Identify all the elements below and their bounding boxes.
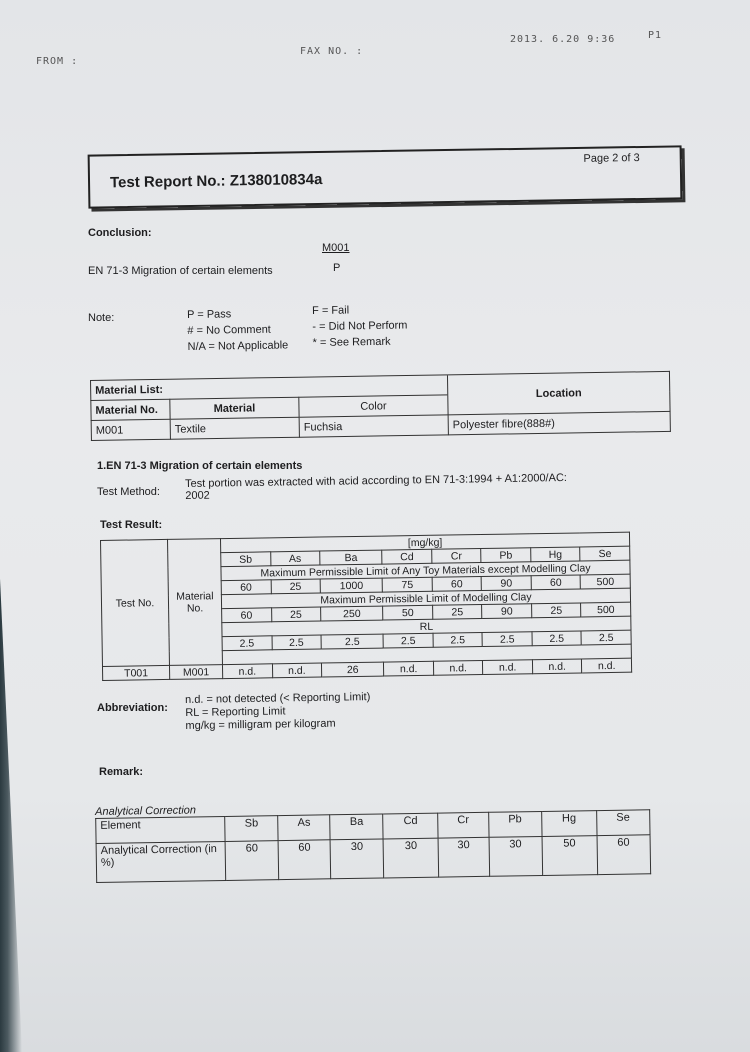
limit-cell: 500 <box>580 574 630 589</box>
col-material-no: Material No. <box>167 539 222 666</box>
analytical-correction-table <box>95 797 651 883</box>
test-result-table <box>100 532 632 681</box>
conclusion-test-name: EN 71-3 Migration of certain elements <box>88 265 273 277</box>
analytical-value-cell: 30 <box>384 838 439 878</box>
limit-toy-label: Maximum Permissible Limit of Any Toy Materials except Modelling Clay <box>221 560 630 580</box>
analytical-value-cell: 60 <box>225 841 279 881</box>
fax-page-mark: P1 <box>648 30 663 41</box>
rl-cell: 2.5 <box>433 633 483 648</box>
result-cell: n.d. <box>532 659 582 674</box>
analytical-value-cell: 60 <box>597 835 651 875</box>
material-cell-no: M001 <box>91 419 170 440</box>
col-test-no: Test No. <box>101 539 170 666</box>
analytical-value-cell: 60 <box>278 840 330 880</box>
material-col-color: Color <box>299 395 448 417</box>
analytical-element-label: Element <box>96 816 225 843</box>
abbreviation-nd: n.d. = not detected (< Reporting Limit) <box>185 691 371 706</box>
result-cell: n.d. <box>272 663 322 678</box>
limit-cell: 25 <box>271 579 321 594</box>
analytical-value-cell: 30 <box>489 836 543 876</box>
test-method-label: Test Method: <box>97 486 160 498</box>
material-col-no: Material No. <box>91 399 170 420</box>
note-no-comment: # = No Comment <box>187 323 271 337</box>
element-cell: Se <box>596 810 650 836</box>
analytical-value-cell: 30 <box>330 839 384 879</box>
fax-number-label: FAX NO. : <box>300 46 364 57</box>
element-cell: Sb <box>225 816 279 842</box>
note-legend-left <box>187 305 288 355</box>
rl-cell: 2.5 <box>532 631 582 646</box>
section-title: 1.EN 71-3 Migration of certain elements <box>97 460 303 472</box>
material-col-location: Location <box>447 371 670 414</box>
element-cell: Sb <box>221 552 271 567</box>
analytical-value-cell: 30 <box>438 837 489 877</box>
fax-from: FROM : <box>36 56 79 67</box>
test-result-heading: Test Result: <box>100 519 163 531</box>
element-cell: Ba <box>320 550 383 565</box>
material-list <box>90 371 671 441</box>
element-cell: Ba <box>330 814 384 840</box>
element-cell: Cr <box>438 812 489 838</box>
result-material-no: M001 <box>169 665 222 680</box>
result-test-no: T001 <box>102 665 169 680</box>
element-cell: As <box>270 551 320 566</box>
rl-cell: 2.5 <box>482 632 532 647</box>
element-cell: Pb <box>481 548 531 563</box>
abbreviation-label: Abbreviation: <box>97 702 168 714</box>
material-table <box>90 371 671 441</box>
analytical-value-row <box>96 835 651 883</box>
page-indicator: Page 2 of 3 <box>583 151 640 165</box>
limit-cell: 25 <box>271 607 321 622</box>
note-label: Note: <box>88 312 115 324</box>
material-cell-color: Fuchsia <box>299 415 448 437</box>
report-number: Test Report No.: Z138010834a <box>109 170 323 192</box>
material-col-material: Material <box>170 397 299 419</box>
abbreviation-rl: RL = Reporting Limit <box>185 705 286 719</box>
note-see-remark: * = See Remark <box>312 335 391 349</box>
rl-cell: 2.5 <box>321 634 384 649</box>
abbreviation-mgkg: mg/kg = milligram per kilogram <box>185 717 336 732</box>
analytical-caption: Analytical Correction <box>95 804 197 818</box>
result-cell: n.d. <box>582 658 632 673</box>
result-cell: n.d. <box>222 664 272 679</box>
test-method-line2: 2002 <box>185 489 210 502</box>
conclusion-heading: Conclusion: <box>88 227 152 239</box>
material-cell-material: Textile <box>170 417 299 439</box>
remark-heading: Remark: <box>99 766 144 778</box>
element-cell: Cd <box>382 549 432 564</box>
note-pass: P = Pass <box>187 308 232 321</box>
limit-cell: 90 <box>482 604 532 619</box>
element-cell: As <box>278 815 330 841</box>
conclusion-material-id: M001 <box>322 242 350 254</box>
limit-cell: 50 <box>383 605 433 620</box>
note-not-applicable: N/A = Not Applicable <box>187 339 289 353</box>
limit-cell: 1000 <box>320 578 383 593</box>
result-cell: n.d. <box>433 661 483 676</box>
unit-label: [mg/kg] <box>220 532 629 552</box>
element-cell: Hg <box>531 547 581 562</box>
limit-cell: 60 <box>432 577 482 592</box>
material-list-heading: Material List: <box>91 375 448 401</box>
note-fail: F = Fail <box>312 304 350 317</box>
report-header-box <box>88 145 683 208</box>
element-cell: Cd <box>383 813 438 839</box>
rl-cell: 2.5 <box>272 635 322 650</box>
limit-cell: 60 <box>531 575 581 590</box>
note-legend-right <box>312 302 408 351</box>
material-cell-location: Polyester fibre(888#) <box>448 411 670 434</box>
result-cell: 26 <box>321 662 384 677</box>
rl-cell: 2.5 <box>383 633 433 648</box>
result-cell: n.d. <box>483 660 533 675</box>
abbreviation-list <box>185 691 371 733</box>
limit-cell: 25 <box>432 605 482 620</box>
note-did-not-perform: - = Did Not Perform <box>312 319 408 333</box>
analytical-value-cell: 50 <box>542 836 597 876</box>
limit-cell: 60 <box>222 608 272 623</box>
test-method-line1: Test portion was extracted with acid according to EN 71-3:1994 + A1:2000/AC: <box>185 472 568 490</box>
rl-cell: 2.5 <box>581 630 631 645</box>
limit-cell: 25 <box>531 603 581 618</box>
element-cell: Cr <box>432 549 482 564</box>
rl-label: RL <box>222 616 631 636</box>
fax-datetime: 2013. 6.20 9:36 <box>510 34 616 45</box>
element-cell: Pb <box>488 811 542 837</box>
limit-clay-label: Maximum Permissible Limit of Modelling Clay <box>221 588 630 608</box>
result-cell: n.d. <box>384 661 434 676</box>
analytical-value-label: Analytical Correction (in %) <box>96 841 226 882</box>
limit-cell: 250 <box>321 606 384 621</box>
conclusion-result: P <box>333 262 341 274</box>
limit-cell: 75 <box>382 577 432 592</box>
element-cell: Hg <box>542 811 597 837</box>
limit-cell: 500 <box>581 602 631 617</box>
element-cell: Se <box>580 546 630 561</box>
rl-cell: 2.5 <box>222 636 272 651</box>
limit-cell: 90 <box>481 576 531 591</box>
limit-cell: 60 <box>221 580 271 595</box>
